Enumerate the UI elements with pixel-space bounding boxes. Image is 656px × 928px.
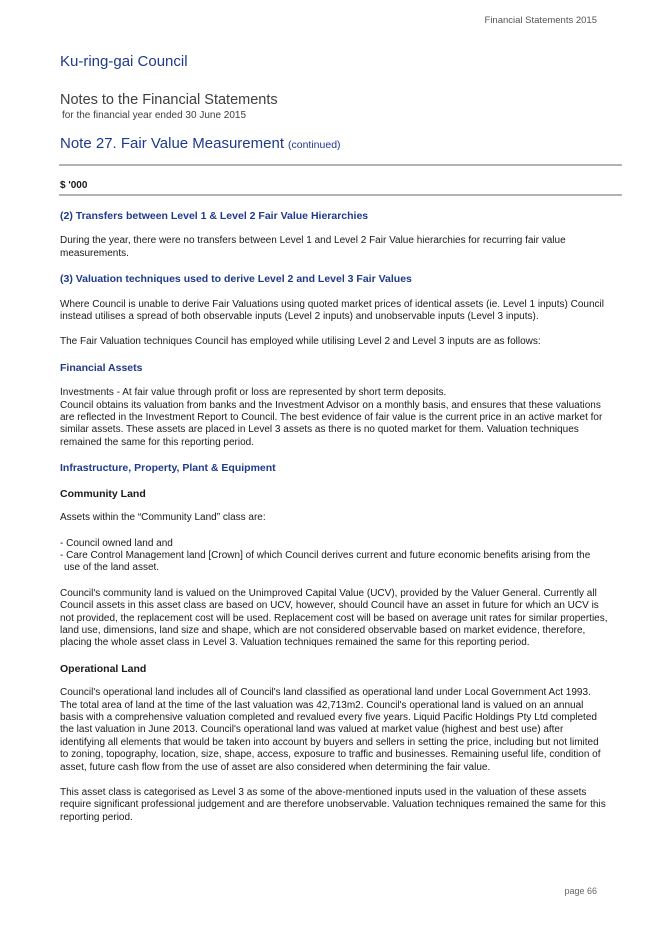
list-item: - Council owned land and bbox=[60, 537, 173, 549]
reporting-period: for the financial year ended 30 June 2015 bbox=[62, 110, 247, 121]
financial-assets-line-1: Investments - At fair value through profit or loss are represented by short term deposits. bbox=[60, 387, 447, 399]
financial-assets-line-2: Council obtains its valuation from banks and the Investment Advisor on a monthly basis, and ensures that these valuations are reflected in the Investment Report to Council. The best evidence of fair value is the current price in an active market for similar assets. These assets are placed in Level 3 assets as there is no quoted market for them. Valuation techniques remained the same for this reporting period. bbox=[60, 399, 603, 448]
operational-land-heading: Operational Land bbox=[60, 662, 147, 675]
community-land-paragraph: Council's community land is valued on the Unimproved Capital Value (UCV), provided by the Valuer General. Currently all Council assets in this asset class are based on UCV, however, should Council have an asset in future for which an UCV is not provided, the replacement cost will be used. Replacement cost will be based on average unit rates for similar properties, land use, dimensions, land size and shape, which are not considered observable based on market evidence, therefore, placing the whole asset class in Level 3. Valuation techniques remained the same for this reporting period. bbox=[60, 587, 608, 649]
divider-top bbox=[59, 164, 622, 166]
transfers-paragraph: During the year, there were no transfers between Level 1 and Level 2 Fair Value hierarchies for recurring fair value measurements. bbox=[60, 235, 566, 259]
community-land-list bbox=[60, 538, 608, 575]
list-item: - Care Control Management land [Crown] of which Council derives current and future economic benefits arising from the use of the land asset. bbox=[60, 549, 591, 574]
running-head: Financial Statements 2015 bbox=[484, 15, 597, 26]
transfers-heading: (2) Transfers between Level 1 & Level 2 Fair Value Hierarchies bbox=[60, 210, 369, 222]
valuation-paragraph-1: Where Council is unable to derive Fair Valuations using quoted market prices of identical assets (ie. Level 1 inputs) Council instead utilises a spread of both observable inputs (Level 2 inputs) and unobservable inputs (Level 3 inputs). bbox=[60, 298, 604, 323]
notes-title: Notes to the Financial Statements bbox=[60, 92, 278, 108]
community-land-heading: Community Land bbox=[60, 487, 146, 500]
divider-bottom bbox=[59, 194, 622, 196]
units-label: $ '000 bbox=[60, 180, 88, 191]
financial-assets-heading: Financial Assets bbox=[60, 361, 143, 374]
operational-land-paragraph-2: This asset class is categorised as Level 3 as some of the above-mentioned inputs used in the valuation of these assets require significant professional judgement and are therefore unobservable. Valuation techniques remained the same for this reporting period. bbox=[60, 787, 606, 823]
note-title-text: Note 27. Fair Value Measurement bbox=[60, 135, 284, 152]
page-number: page 66 bbox=[564, 886, 597, 896]
ippe-heading: Infrastructure, Property, Plant & Equipment bbox=[60, 462, 276, 475]
community-land-intro: Assets within the “Community Land” class are: bbox=[60, 512, 266, 524]
organisation-name: Ku-ring-gai Council bbox=[60, 53, 188, 70]
valuation-paragraph-2: The Fair Valuation techniques Council has employed while utilising Level 2 and Level 3 inputs are as follows: bbox=[60, 336, 541, 348]
note-continued-label: (continued) bbox=[288, 139, 341, 151]
note-title bbox=[60, 135, 341, 152]
valuation-heading: (3) Valuation techniques used to derive Level 2 and Level 3 Fair Values bbox=[60, 273, 412, 286]
operational-land-paragraph-1: Council's operational land includes all of Council's land classified as operational land under Local Government Act 1993. The total area of land at the time of the last valuation was 42,713m2. Council's operational land is valued on an annual basis with a comprehensive valuation completed and revalued every five years. Liquid Pacific Holdings Pty Ltd completed the last valuation in June 2013. Council's operational land was valued at market value (highest and best use) after identifying all elements that would be taken into account by buyers and sellers in setting the price, including but not limited to zoning, topography, location, size, shape, access, exposure to traffic and businesses. Remaining useful life, condition of asset, future cash flow from the use of asset are also considered when determining the fair value. bbox=[60, 687, 601, 773]
note-body bbox=[60, 210, 608, 837]
